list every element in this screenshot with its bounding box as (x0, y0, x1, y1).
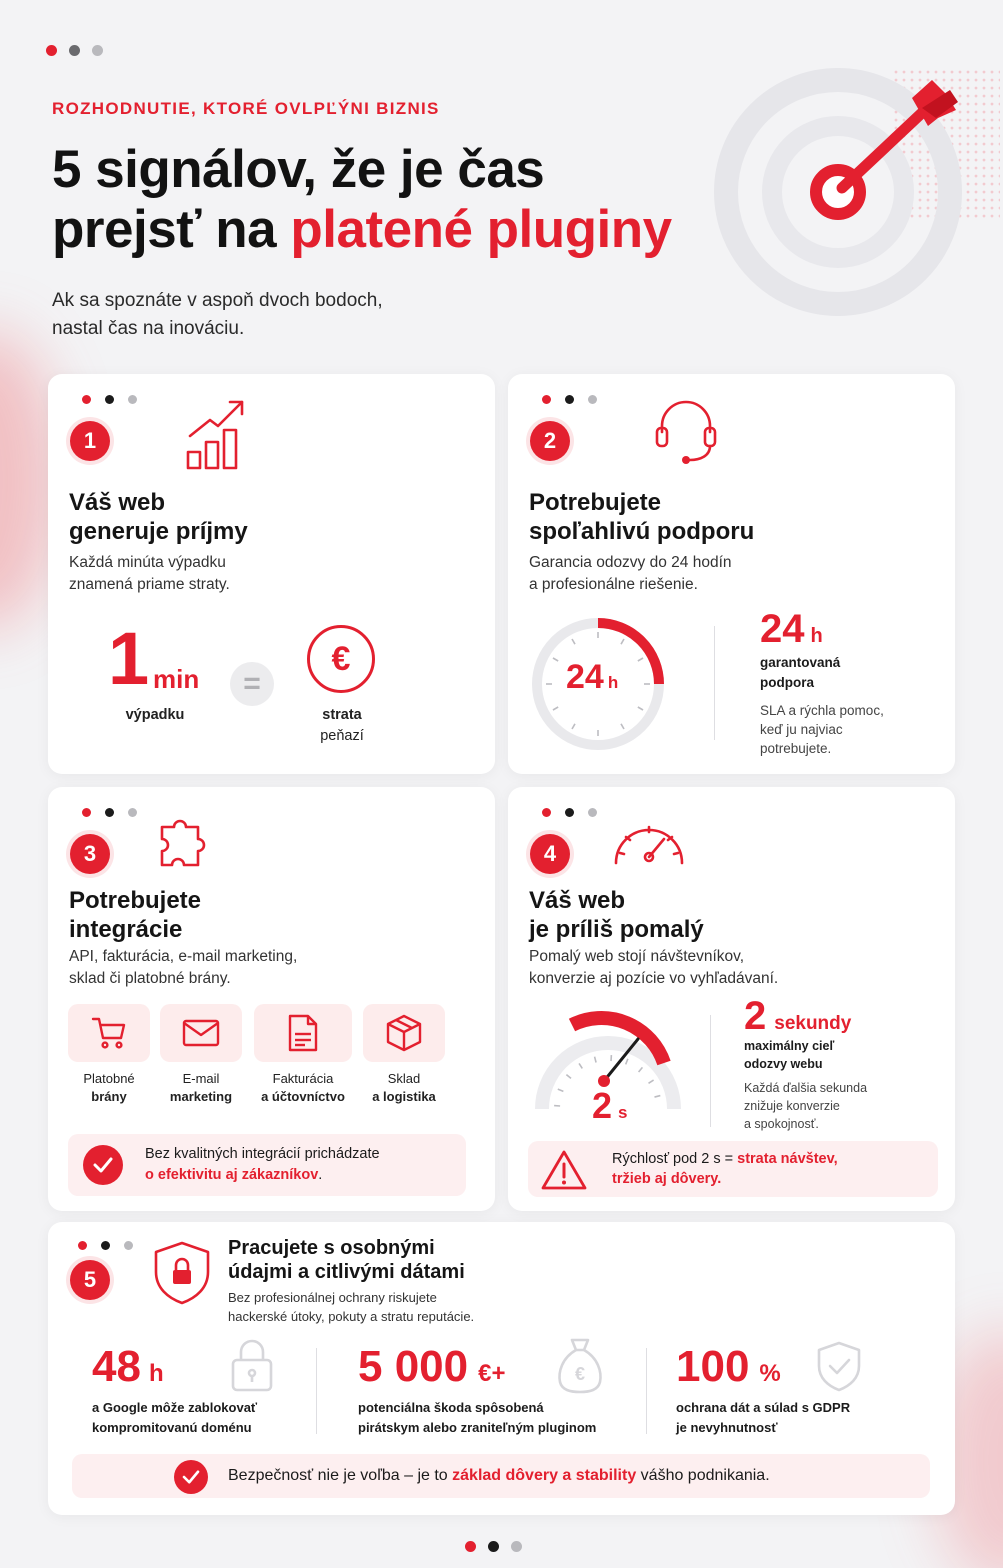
note-plain-2: vášho podnikania. (636, 1467, 770, 1484)
check-icon (174, 1460, 208, 1494)
dot-dark (488, 1541, 499, 1552)
note-line-3: a spokojnosť. (744, 1117, 819, 1131)
tile-line-2: a logistika (372, 1089, 436, 1104)
title-line-2: spoľahlivú podporu (529, 518, 755, 545)
note-accent: základ dôvery a stability (452, 1467, 637, 1484)
stat-note (760, 701, 884, 758)
dot-dark (565, 808, 574, 817)
stat-number: 100 (676, 1342, 750, 1391)
note-accent: o efektivitu aj zákazníkov (145, 1167, 319, 1183)
dot-gray (92, 45, 103, 56)
note-plain-1: Bezpečnosť nie je voľba – je to (228, 1467, 453, 1484)
signal-card-4 (508, 787, 955, 1211)
card-title (529, 886, 704, 944)
card-description (228, 1288, 474, 1326)
label-line-1: maximálny cieľ (744, 1039, 835, 1053)
tile-label (363, 1070, 445, 1106)
title-line-1: Pracujete s osobnými (228, 1237, 435, 1259)
tile-label (254, 1070, 352, 1106)
note-end: . (318, 1167, 323, 1183)
tile-invoicing (254, 1004, 352, 1062)
header-dots (46, 45, 103, 56)
dot-dark (565, 395, 574, 404)
puzzle-icon (156, 809, 216, 871)
title-line-2: je príliš pomalý (529, 916, 704, 943)
gauge-tick (572, 639, 575, 644)
label-line-2: je nevyhnutnosť (676, 1420, 778, 1435)
title-line-1: Váš web (69, 489, 166, 516)
dot-gray (124, 1241, 133, 1250)
invoice-icon (287, 1014, 319, 1052)
card-dots (542, 395, 597, 404)
card-title (529, 488, 754, 546)
stat-value (760, 607, 823, 658)
label-line-2: pirátskym alebo zraniteľným pluginom (358, 1420, 597, 1435)
gauge-unit: s (618, 1103, 628, 1122)
note-line-1: Každá ďalšia sekunda (744, 1081, 868, 1095)
stat-unit: % (759, 1360, 781, 1387)
gauge-unit: h (607, 673, 619, 692)
warn-plain: Rýchlosť pod 2 s = (612, 1151, 738, 1167)
mail-icon (182, 1018, 220, 1048)
stat-number: 5 000 (358, 1342, 469, 1391)
stat-number: 24 (760, 607, 805, 651)
signal-card-5 (48, 1222, 955, 1515)
svg-text:€: € (574, 1364, 586, 1384)
pagination-dots (465, 1541, 522, 1552)
title-line-1: Potrebujete (69, 887, 202, 914)
desc-line-1: Garancia odozvy do 24 hodín (529, 554, 732, 571)
checkmark-glyph (182, 1470, 200, 1484)
tile-label (68, 1070, 150, 1106)
note-line-1: SLA a rýchla pomoc, (760, 703, 884, 718)
desc-line-1: Pomalý web stojí návštevníkov, (529, 948, 745, 965)
label-line-2: podpora (760, 675, 814, 690)
desc-line-2: a profesionálne riešenie. (529, 576, 698, 593)
equals-badge: = (230, 662, 274, 706)
divider (646, 1348, 647, 1434)
desc-line-1: Bez profesionálnej ochrany riskujete (228, 1290, 437, 1305)
integration-note (68, 1134, 466, 1196)
gauge-tick (558, 1089, 564, 1091)
speed-warning-note (528, 1141, 938, 1197)
stat-48h (92, 1342, 164, 1399)
gauge-tick (553, 658, 558, 661)
stat-unit: sekundy (774, 1013, 852, 1034)
signal-card-1 (48, 374, 495, 774)
desc-line-2: konverzie aj pozície vo vyhľadávaní. (529, 970, 779, 987)
stat-unit: h (810, 625, 823, 647)
gauge-tick (579, 1063, 582, 1068)
dot-gray (128, 395, 137, 404)
stat-unit: €+ (478, 1360, 506, 1387)
card-number-badge: 3 (70, 834, 110, 874)
gauge-tick (621, 724, 624, 729)
tile-line-1: Fakturácia (272, 1071, 334, 1086)
stat-label (92, 1398, 257, 1438)
downtime-label: výpadku (125, 707, 185, 723)
shield-lock-icon (152, 1240, 212, 1306)
stat-label (358, 1398, 596, 1438)
desc-line-2: sklad či platobné brány. (69, 970, 231, 987)
title-line-2-plain: prejsť na (52, 200, 291, 259)
dot-red (78, 1241, 87, 1250)
title-line-1: 5 signálov, že je čas (52, 140, 545, 199)
checkmark-glyph (93, 1157, 113, 1173)
card-number-badge: 2 (530, 421, 570, 461)
gauge-tick (553, 707, 558, 710)
subtitle-line-1: Ak sa spoznáte v aspoň dvoch bodoch, (52, 290, 383, 311)
warning-icon (540, 1149, 588, 1191)
security-note (72, 1454, 930, 1498)
card-dots (82, 395, 137, 404)
gauge-number: 2 (592, 1085, 613, 1126)
title-line-1: Váš web (529, 887, 626, 914)
divider (710, 1015, 711, 1127)
stat-note (744, 1079, 867, 1133)
title-line-2: integrácie (69, 916, 183, 943)
title-line-1: Potrebujete (529, 489, 662, 516)
stat-unit: h (148, 1360, 164, 1387)
gauge-number: 24 (566, 658, 604, 696)
desc-line-1: Každá minúta výpadku (69, 554, 226, 571)
gauge-value (592, 1085, 628, 1127)
note-line-3: potrebujete. (760, 741, 832, 756)
title-line-2-accent: platené pluginy (290, 200, 672, 259)
page-title (52, 140, 672, 260)
dot-gray (588, 395, 597, 404)
dot-red (542, 808, 551, 817)
dot-dark (101, 1241, 110, 1250)
label-line-2: odozvy webu (744, 1057, 823, 1071)
gauge-tick (638, 658, 643, 661)
dot-red (46, 45, 57, 56)
card-number-badge: 5 (70, 1260, 110, 1300)
gauge-tick (566, 1075, 571, 1079)
gauge-tick (639, 1067, 643, 1072)
dot-gray (128, 808, 137, 817)
stat-5000-eur (358, 1342, 505, 1399)
stat-label (744, 1037, 834, 1073)
stat-number: 2 (744, 994, 767, 1038)
label-line-1: strata (322, 707, 362, 723)
tile-line-1: Sklad (387, 1071, 421, 1086)
title-line-2: údajmi a citlivými dátami (228, 1261, 465, 1283)
card-title (69, 488, 248, 546)
card-number-badge: 4 (530, 834, 570, 874)
gauge-tick (621, 639, 624, 644)
padlock-icon (230, 1338, 274, 1392)
tile-line-1: Platobné (83, 1071, 135, 1086)
money-loss-label (292, 705, 392, 747)
security-note-text (228, 1466, 770, 1486)
dot-dark (69, 45, 80, 56)
card-title (69, 886, 201, 944)
subtitle-line-2: nastal čas na inováciu. (52, 318, 245, 339)
headset-icon (654, 398, 718, 466)
tile-payment-gateways (68, 1004, 150, 1062)
gauge-tick (649, 1080, 654, 1083)
note-line-2: keď ju najviac (760, 722, 843, 737)
dot-red (465, 1541, 476, 1552)
note-line-1: Bez kvalitných integrácií prichádzate (145, 1146, 380, 1162)
gauge-tick (654, 1096, 660, 1097)
card-number-badge: 1 (70, 421, 110, 461)
gauge-tick (572, 724, 575, 729)
card-description (529, 552, 732, 596)
tile-line-2: brány (91, 1089, 127, 1104)
speedometer-icon (612, 817, 686, 867)
label-line-2: peňazí (320, 728, 364, 744)
card-dots (542, 808, 597, 817)
tile-line-2: a účtovníctvo (261, 1089, 345, 1104)
tile-email-marketing (160, 1004, 242, 1062)
box-icon (385, 1014, 423, 1052)
card-description (69, 946, 297, 990)
gauge-tick (626, 1059, 628, 1065)
tile-line-2: marketing (169, 1089, 233, 1104)
downtime-value: 1 (108, 617, 150, 700)
card-dots (78, 1241, 133, 1250)
card-description (529, 946, 778, 990)
warn-accent-1: strata návštev, (737, 1151, 838, 1167)
dot-dark (105, 395, 114, 404)
desc-line-2: hackerské útoky, pokuty a stratu reputácie. (228, 1309, 475, 1324)
dot-red (82, 808, 91, 817)
warning-text (612, 1149, 838, 1189)
dot-gray (511, 1541, 522, 1552)
label-line-1: ochrana dát a súlad s GDPR (676, 1400, 851, 1415)
title-line-2: generuje príjmy (69, 518, 248, 545)
signal-card-2 (508, 374, 955, 774)
downtime-unit: min (153, 664, 200, 694)
shield-check-icon (816, 1340, 862, 1392)
stat-100-percent (676, 1342, 781, 1399)
signal-card-3 (48, 787, 495, 1211)
dot-gray (588, 808, 597, 817)
gauge-value (566, 658, 618, 697)
stat-label (676, 1398, 850, 1438)
desc-line-1: API, fakturácia, e-mail marketing, (69, 948, 298, 965)
card-description (69, 552, 230, 596)
divider (714, 626, 715, 740)
gauge-tick (595, 1057, 596, 1063)
euro-icon: € (307, 625, 375, 693)
growth-chart-icon (186, 396, 248, 470)
stat-number: 48 (92, 1342, 141, 1391)
label-line-2: kompromitovanú doménu (92, 1420, 252, 1435)
note-line-2: znižuje konverzie (744, 1099, 840, 1113)
note-text (145, 1144, 380, 1186)
page-subtitle (52, 287, 492, 343)
cart-icon (91, 1016, 127, 1050)
tile-label (160, 1070, 242, 1106)
label-line-1: potenciálna škoda spôsobená (358, 1400, 544, 1415)
stat-label (760, 653, 840, 693)
desc-line-2: znamená priame straty. (69, 576, 230, 593)
label-line-1: garantovaná (760, 655, 841, 670)
card-dots (82, 808, 137, 817)
gauge-tick (638, 707, 643, 710)
dot-dark (105, 808, 114, 817)
dot-red (542, 395, 551, 404)
divider (316, 1348, 317, 1434)
tile-line-1: E-mail (182, 1071, 220, 1086)
dot-red (82, 395, 91, 404)
check-icon (83, 1145, 123, 1185)
money-bag-icon (556, 1336, 604, 1394)
eyebrow-label: ROZHODNUTIE, KTORÉ OVLPĽÝNI BIZNIS (52, 99, 440, 118)
target-dart-icon (700, 60, 1000, 360)
tile-warehouse (363, 1004, 445, 1062)
warn-accent-2: tržieb aj dôvery. (612, 1171, 722, 1187)
label-line-1: a Google môže zablokovať (92, 1400, 258, 1415)
card-title (228, 1236, 465, 1284)
